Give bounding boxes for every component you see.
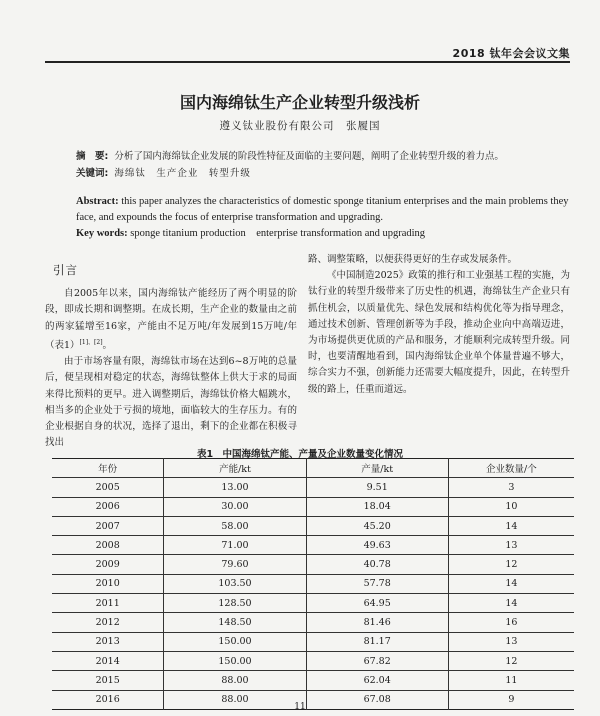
- chinese-abstract-label: 摘 要:: [76, 151, 109, 162]
- header-rule: [45, 61, 570, 63]
- table-row: [52, 516, 574, 535]
- table-cell-output: 40.78: [306, 555, 448, 574]
- table-cell-output: 57.78: [306, 574, 448, 593]
- table-cell-enterprises: 11: [448, 671, 574, 690]
- table-cell-capacity: 71.00: [164, 536, 306, 555]
- section-heading-intro: 引言: [53, 263, 78, 277]
- titanium-sponge-table: [52, 458, 574, 710]
- english-abstract-text: [76, 194, 582, 226]
- table-cell-output: 81.46: [306, 613, 448, 632]
- table-cell-output: 9.51: [306, 478, 448, 497]
- journal-header: [0, 0, 600, 68]
- table-cell-year: 2005: [52, 478, 164, 497]
- table-cell-enterprises: 13: [448, 536, 574, 555]
- table-cell-enterprises: 14: [448, 516, 574, 535]
- chinese-keywords-body: 海绵钛 生产企业 转型升级: [114, 168, 251, 179]
- table-caption: 表1 中国海绵钛产能、产量及企业数量变化情况: [196, 449, 404, 460]
- table-cell-capacity: 88.00: [164, 671, 306, 690]
- table-cell-capacity: 148.50: [164, 613, 306, 632]
- table-cell-enterprises: 14: [448, 574, 574, 593]
- table-cell-year: 2012: [52, 613, 164, 632]
- table-cell-output: 49.63: [306, 536, 448, 555]
- table-cell-output: 18.04: [306, 497, 448, 516]
- right-column: [308, 252, 570, 398]
- table-cell-year: 2008: [52, 536, 164, 555]
- table-cell-year: 2014: [52, 651, 164, 670]
- table-header-year: 年份: [52, 459, 164, 478]
- table-cell-capacity: 150.00: [164, 632, 306, 651]
- citation-ref: [1]、[2]: [79, 338, 103, 346]
- table-cell-capacity: 103.50: [164, 574, 306, 593]
- table-cell-enterprises: 3: [448, 478, 574, 497]
- author-affiliation: 遵义钛业股份有限公司: [219, 120, 335, 132]
- english-keywords-body: sponge titanium production enterprise transformation and upgrading: [130, 228, 426, 239]
- table-cell-capacity: 79.60: [164, 555, 306, 574]
- author-line: [0, 118, 600, 133]
- table-cell-enterprises: 10: [448, 497, 574, 516]
- table-cell-capacity: 150.00: [164, 651, 306, 670]
- chinese-keywords-label: 关键词:: [76, 168, 109, 179]
- table-row: [52, 632, 574, 651]
- table-cell-capacity: 58.00: [164, 516, 306, 535]
- table-cell-enterprises: 9: [448, 690, 574, 709]
- english-abstract-body: this paper analyzes the characteristics of domestic sponge titanium enterprises and the main problems they face, and expounds the focus of enterprise transformation and upgrading.: [76, 196, 569, 223]
- table-cell-capacity: 128.50: [164, 594, 306, 613]
- table-row: [52, 651, 574, 670]
- intro-paragraph-1-text: 自2005年以来，国内海绵钛产能经历了两个明显的阶段，即成长期和调整期。在成长期，生产企业的数量由之前的两家猛增至16家，产能由不足万吨/年发展到15万吨/年（表1）: [45, 288, 297, 351]
- table-cell-year: 2009: [52, 555, 164, 574]
- chinese-keywords: [76, 165, 576, 182]
- table-cell-year: 2013: [52, 632, 164, 651]
- english-keywords: [76, 226, 582, 242]
- table-cell-output: 62.04: [306, 671, 448, 690]
- chinese-abstract-text: [76, 148, 576, 165]
- table-cell-enterprises: 12: [448, 555, 574, 574]
- table-cell-capacity: 30.00: [164, 497, 306, 516]
- table-row: [52, 613, 574, 632]
- left-column: [45, 262, 297, 451]
- intro-paragraph-1-end: 。: [102, 339, 113, 351]
- table-cell-enterprises: 14: [448, 594, 574, 613]
- table-cell-capacity: 13.00: [164, 478, 306, 497]
- table-header-output: 产量/kt: [306, 459, 448, 478]
- chinese-abstract-body: 分析了国内海绵钛企业发展的阶段性特征及面临的主要问题，阐明了企业转型升级的着力点。: [114, 151, 504, 162]
- table-cell-output: 64.95: [306, 594, 448, 613]
- table-cell-enterprises: 12: [448, 651, 574, 670]
- intro-paragraph-2: 由于市场容量有限，海绵钛市场在达到6~8万吨的总量后，便呈现相对稳定的状态，海绵钛整体上供大于求的局面来得比预料的更早。进入调整期后，海绵钛价格大幅跳水，相当多的企业处于亏损的境地，面临较大的生存压力。有的企业根据自身的状况，选择了退出，剩下的企业都在积极寻找出: [45, 356, 297, 449]
- table-cell-year: 2006: [52, 497, 164, 516]
- intro-paragraph-2-continued: 路、调整策略，以便获得更好的生存或发展条件。: [308, 254, 518, 265]
- table-row: [52, 671, 574, 690]
- table-header-capacity: 产能/kt: [164, 459, 306, 478]
- table-row: [52, 478, 574, 497]
- english-abstract-label: Abstract:: [76, 196, 119, 207]
- chinese-abstract: [76, 148, 576, 182]
- table-header-enterprises: 企业数量/个: [486, 464, 537, 476]
- table-row: [52, 536, 574, 555]
- table-cell-capacity: 88.00: [164, 690, 306, 709]
- english-keywords-label: Key words:: [76, 228, 128, 239]
- table-cell-enterprises: 13: [448, 632, 574, 651]
- table-cell-year: 2016: [52, 690, 164, 709]
- intro-paragraph-3: 《中国制造2025》政策的推行和工业强基工程的实施，为钛行业的转型升级带来了历史性的机遇，海绵钛生产企业只有抓住机会，以质量优先、绿色发展和结构优化等为指导理念，通过技术创新、管理创新等为手段，推动企业向中高端迈进，为市场提供更优质的产品和服务，才能顺利完成转型升级。同时，也要清醒地看到，国内海绵钛企业单个体量普遍不够大，综合实力不强，创新能力还需要大幅度提升，因此，在转型升级的路上，任重而道远。: [308, 270, 570, 395]
- table-row: [52, 497, 574, 516]
- table-cell-year: 2011: [52, 594, 164, 613]
- table-cell-enterprises: 16: [448, 613, 574, 632]
- english-abstract: [76, 194, 582, 242]
- table-cell-output: 67.08: [306, 690, 448, 709]
- table-cell-output: 67.82: [306, 651, 448, 670]
- page-number: 11: [294, 702, 306, 712]
- paper-title: 国内海绵钛生产企业转型升级浅析: [179, 93, 420, 112]
- intro-paragraph-1: [45, 286, 297, 354]
- table-header-row: [52, 459, 574, 478]
- table-cell-year: 2015: [52, 671, 164, 690]
- table-row: [52, 594, 574, 613]
- author-name: 张履国: [346, 120, 381, 132]
- table-cell-year: 2007: [52, 516, 164, 535]
- table-row: [52, 574, 574, 593]
- table-cell-year: 2010: [52, 574, 164, 593]
- table-row: [52, 555, 574, 574]
- table-cell-output: 45.20: [306, 516, 448, 535]
- journal-title: 2018 钛年会会议文集: [452, 47, 570, 60]
- table-cell-output: 81.17: [306, 632, 448, 651]
